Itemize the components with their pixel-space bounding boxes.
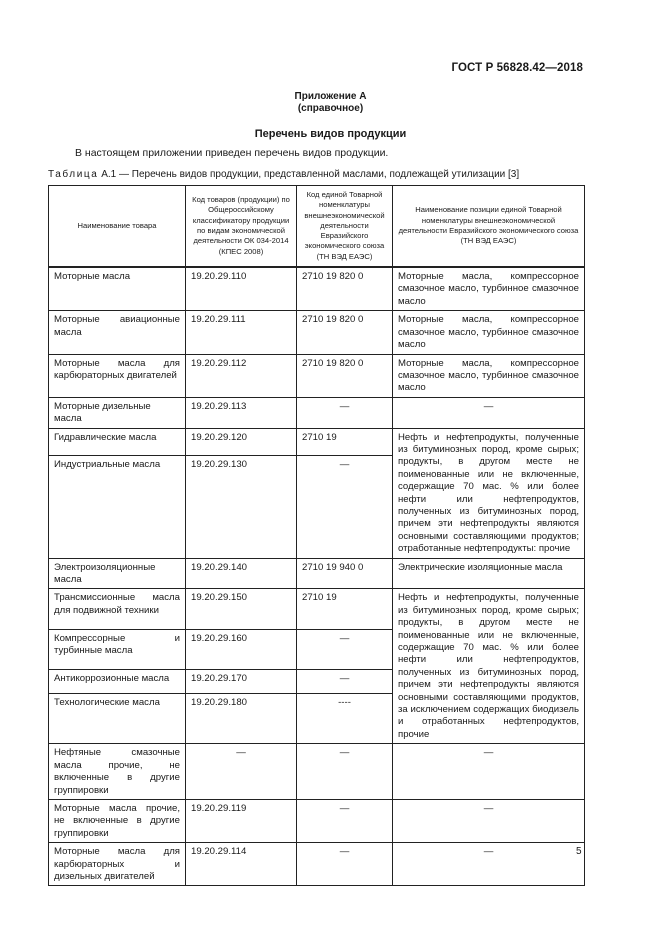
cell-name: Индустриальные масла	[49, 455, 186, 558]
table-row	[49, 354, 585, 397]
cell-okpd: 19.20.29.130	[186, 455, 297, 558]
cell-name: Компрессорные и турбинные масла	[49, 629, 186, 669]
cell-desc: Электрические изоляционные масла	[393, 558, 585, 589]
table-row	[49, 267, 585, 311]
cell-name: Нефтяные смазочные масла прочие, не включенные в другие группировки	[49, 744, 186, 800]
cell-tnved: —	[297, 397, 393, 428]
table-row	[49, 558, 585, 589]
page-number: 5	[576, 846, 582, 857]
table-row	[49, 799, 585, 842]
cell-okpd: 19.20.29.114	[186, 843, 297, 886]
cell-name: Антикоррозионные масла	[49, 670, 186, 694]
cell-name: Гидравлические масла	[49, 428, 186, 455]
cell-tnved: —	[297, 744, 393, 800]
cell-tnved: 2710 19 820 0	[297, 354, 393, 397]
products-table	[48, 185, 585, 886]
cell-okpd: 19.20.29.113	[186, 397, 297, 428]
cell-desc: —	[393, 744, 585, 800]
cell-okpd: 19.20.29.119	[186, 799, 297, 842]
cell-name: Моторные дизельные масла	[49, 397, 186, 428]
cell-tnved: 2710 19	[297, 589, 393, 629]
cell-tnved: 2710 19 820 0	[297, 311, 393, 354]
cell-desc: —	[393, 397, 585, 428]
cell-okpd: 19.20.29.180	[186, 694, 297, 744]
cell-name: Моторные масла для карбюраторных и дизельных двигателей	[49, 843, 186, 886]
cell-okpd: 19.20.29.170	[186, 670, 297, 694]
appendix-type: (справочное)	[297, 103, 364, 114]
cell-name: Электроизоляционные масла	[49, 558, 186, 589]
cell-tnved: —	[297, 455, 393, 558]
cell-tnved: ----	[297, 694, 393, 744]
cell-okpd: 19.20.29.140	[186, 558, 297, 589]
cell-desc: Моторные масла, компрессорное смазочное масло, турбинное смазочное масло	[393, 267, 585, 311]
table-caption-text: А.1 — Перечень видов продукции, представленной маслами, подлежащей утилизации [3]	[101, 169, 520, 180]
table-row	[49, 428, 585, 455]
cell-okpd: 19.20.29.150	[186, 589, 297, 629]
table-row	[49, 589, 585, 629]
intro-text: В настоящем приложении приведен перечень видов продукции.	[75, 147, 389, 159]
header-tnved-description: Наименование позиции единой Товарной номенклатуры внешнеэкономической деятельности Евразийского экономического союза (ТН ВЭД ЕАЭС)	[393, 186, 585, 268]
cell-name: Моторные авиационные масла	[49, 311, 186, 354]
cell-okpd: 19.20.29.120	[186, 428, 297, 455]
cell-okpd: 19.20.29.112	[186, 354, 297, 397]
cell-name: Моторные масла	[49, 267, 186, 311]
cell-desc: —	[393, 843, 585, 886]
cell-tnved: —	[297, 629, 393, 669]
table-row	[49, 397, 585, 428]
table-row	[49, 843, 585, 886]
cell-tnved: 2710 19	[297, 428, 393, 455]
cell-okpd: 19.20.29.111	[186, 311, 297, 354]
table-row	[49, 744, 585, 800]
cell-tnved: 2710 19 820 0	[297, 267, 393, 311]
header-product-name: Наименование товара	[49, 186, 186, 268]
cell-tnved: —	[297, 799, 393, 842]
cell-name: Моторные масла для карбюраторных двигателей	[49, 354, 186, 397]
table-caption-prefix: Таблица	[48, 169, 99, 180]
cell-desc: —	[393, 799, 585, 842]
cell-desc: Нефть и нефтепродукты, полученные из битуминозных пород, кроме сырых; продукты, в другом месте не поименованные или не включенные, содержащие 70 мас. % или более нефти или нефтепродуктов, полученных из битуминозных пород, причем эти нефтепродукты являются основными составляющими продуктов; отработанные нефтепродукты: прочие	[393, 428, 585, 558]
cell-desc: Моторные масла, компрессорное смазочное масло, турбинное смазочное масло	[393, 354, 585, 397]
cell-okpd: —	[186, 744, 297, 800]
cell-okpd: 19.20.29.110	[186, 267, 297, 311]
cell-name: Технологические масла	[49, 694, 186, 744]
cell-desc: Нефть и нефтепродукты, полученные из битуминозных пород, кроме сырых; продукты, в другом месте не поименованные или не включенные, содержащие 70 мас. % или более нефти или нефтепродуктов, полученных из битуминозных пород, причем эти нефтепродукты являются основными составляющими продуктов, за исключением содержащих биодизель и отработанных нефтепродуктов, прочие	[393, 589, 585, 744]
appendix-title: Приложение А	[294, 91, 367, 102]
standard-designation: ГОСТ Р 56828.42—2018	[451, 62, 583, 74]
header-tnved-code: Код единой Товарной номенклатуры внешнеэкономической деятельности Евразийского экономического союза (ТН ВЭД ЕАЭС)	[297, 186, 393, 268]
table-caption	[48, 169, 519, 180]
table-header-row	[49, 186, 585, 268]
cell-desc: Моторные масла, компрессорное смазочное масло, турбинное смазочное масло	[393, 311, 585, 354]
cell-tnved: —	[297, 843, 393, 886]
cell-tnved: 2710 19 940 0	[297, 558, 393, 589]
section-title: Перечень видов продукции	[254, 128, 407, 140]
header-okpd-code: Код товаров (продукции) по Общероссийскому классификатору продукции по видам экономической деятельности ОК 034-2014 (КПЕС 2008)	[186, 186, 297, 268]
cell-name: Моторные масла прочие, не включенные в другие группировки	[49, 799, 186, 842]
table-row	[49, 311, 585, 354]
cell-name: Трансмиссионные масла для подвижной техники	[49, 589, 186, 629]
cell-tnved: —	[297, 670, 393, 694]
cell-okpd: 19.20.29.160	[186, 629, 297, 669]
